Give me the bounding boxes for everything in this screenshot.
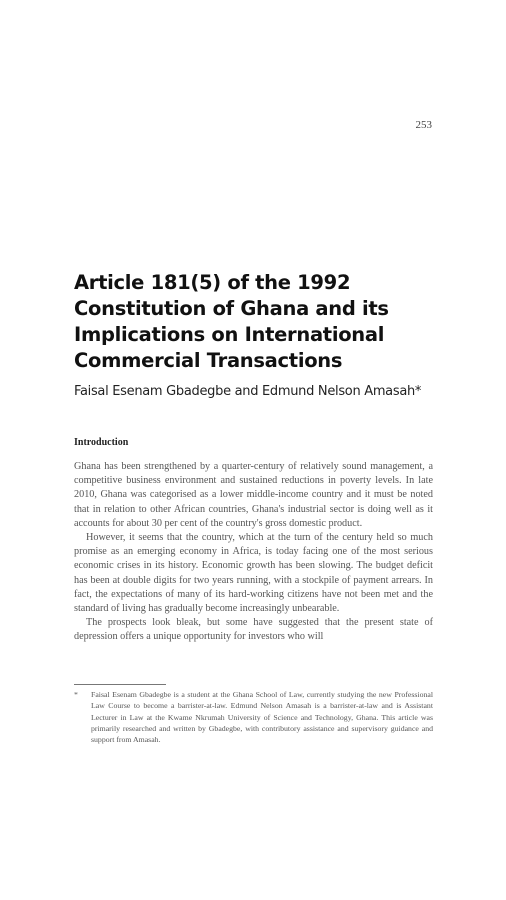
footnote-text: Faisal Esenam Gbadegbe is a student at the Ghana School of Law, currently studying the new Professional Law Course to become a barrister-at-law. Edmund Nelson Amasah is a barrister-at-law and is Assistant Lecturer in Law at the Kwame Nkrumah University of Science and Technology, Ghana. This article was primarily researched and written by Gbadegbe, with contributory assistance and supervisory guidance and support from Amasah. — [91, 690, 433, 745]
footnote-separator — [74, 684, 166, 685]
page-number: 253 — [415, 119, 432, 131]
body-paragraph: Ghana has been strengthened by a quarter-century of relatively sound management, a competitive business environment and sustained reductions in poverty levels. In late 2010, Ghana was categorised as a lower middle-income country and it must be noted that in relation to other African countries, Ghana's industrial sector is doing well as it accounts for about 30 per cent of the country's gross domestic product. — [74, 461, 433, 529]
article-title-line: Commercial Transactions — [74, 349, 343, 372]
body-paragraph: The prospects look bleak, but some have suggested that the present state of depression offers a unique opportunity for investors who will — [74, 617, 433, 643]
article-authors: Faisal Esenam Gbadegbe and Edmund Nelson Amasah* — [74, 384, 422, 399]
article-title — [74, 270, 444, 374]
body-paragraph: However, it seems that the country, which at the turn of the century held so much promise as an emerging economy in Africa, is today facing one of the most serious economic crises in its history. Economic growth has been slowing. The budget deficit has been at double digits for two years running, with a stockpile of payment arrears. In fact, the expectations of many of its hard-working citizens have not been met and the standard of living has gradually become increasingly unbearable. — [74, 532, 433, 615]
section-heading: Introduction — [74, 437, 129, 448]
footnote-marker: * — [74, 690, 78, 699]
article-body — [74, 460, 433, 645]
article-title-line: Constitution of Ghana and its — [74, 297, 389, 320]
footnote — [74, 689, 433, 745]
article-title-line: Article 181(5) of the 1992 — [74, 271, 351, 294]
article-title-line: Implications on International — [74, 323, 385, 346]
